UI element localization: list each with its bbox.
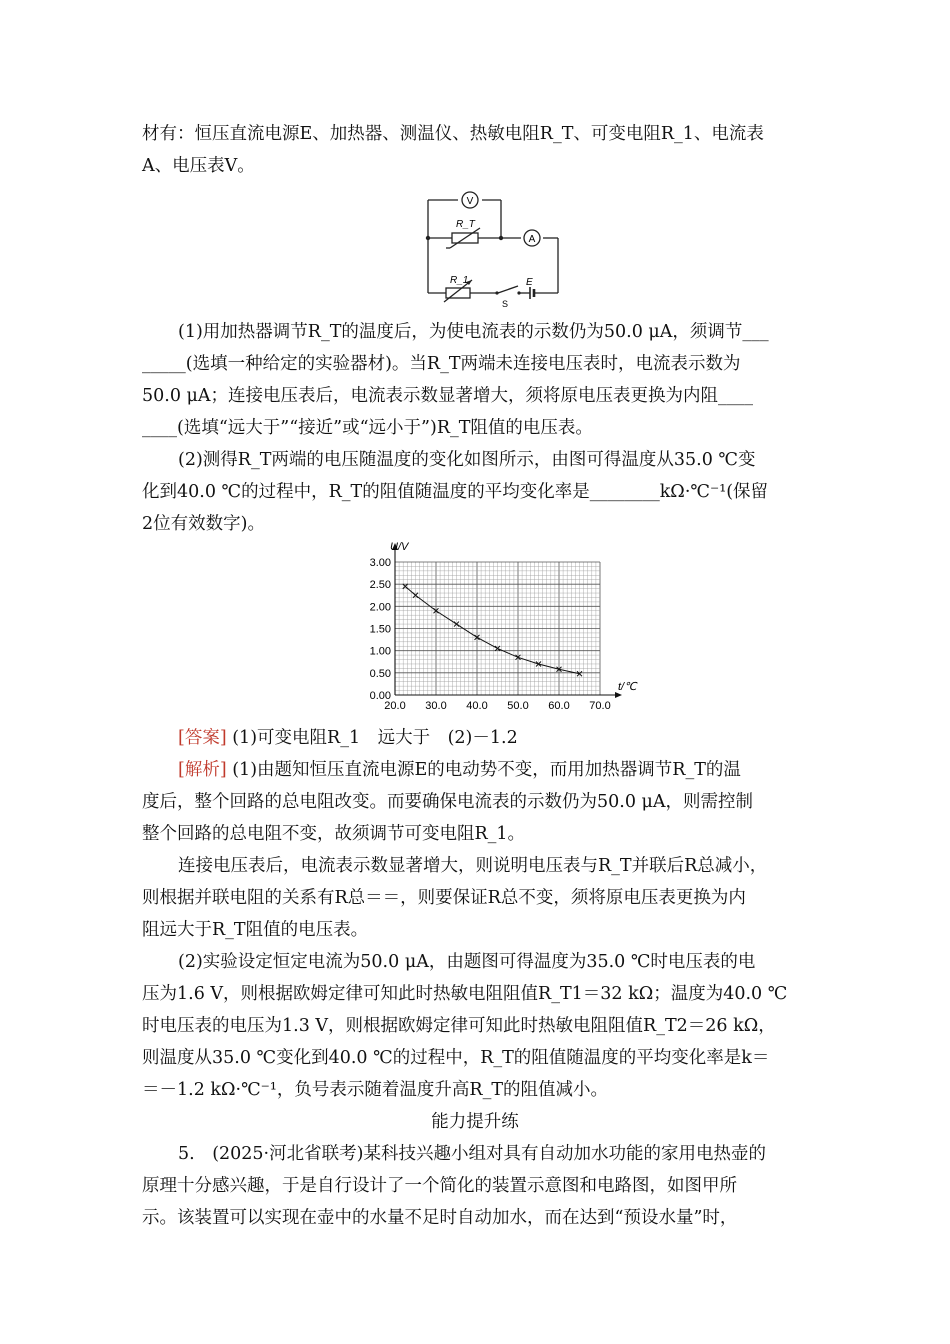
switch-label: S <box>502 299 509 309</box>
q1-line-3: 50.0 μA；连接电压表后，电流表示数显著增大，须将原电压表更换为内阻____ <box>142 386 754 406</box>
q1-line-2: _____(选填一种给定的实验器材)。当R_T两端未连接电压表时，电流表示数为 <box>142 354 741 374</box>
q5-line-3: 示。该装置可以实现在壶中的水量不足时自动加水，而在达到“预设水量”时， <box>142 1208 738 1228</box>
analysis-p2-0: 连接电压表后，电流表示数显著增大，则说明电压表与R_T并联后R总减小， <box>178 856 768 876</box>
rt-label: R_T <box>456 219 475 230</box>
chart-ticks <box>370 557 611 712</box>
intro-line-1: 材有：恒压直流电源E、加热器、测温仪、热敏电阻R_T、可变电阻R_1、电流表 <box>142 124 764 144</box>
q2-line-2: 化到40.0 ℃的过程中，R_T的阻值随温度的平均变化率是________kΩ·℃⁻¹(保留 <box>142 482 769 502</box>
q1-line-4: ____(选填“远大于”“接近”或“远小于”)R_T阻值的电压表。 <box>142 418 593 438</box>
analysis-tag: [解析] <box>178 760 227 780</box>
x-tick-label: 20.0 <box>384 700 406 712</box>
voltage-temperature-chart <box>340 538 640 716</box>
analysis-p2-2: 阻远大于R_T阻值的电压表。 <box>142 920 369 940</box>
q1-line-1: (1)用加热器调节R_T的温度后，为使电流表的示数仍为50.0 μA，须调节___ <box>178 322 769 342</box>
x-tick-label: 70.0 <box>589 700 611 712</box>
y-tick-label: 1.50 <box>369 623 391 636</box>
x-axis-label: t/℃ <box>618 681 637 693</box>
y-tick-label: 0.50 <box>369 667 391 680</box>
analysis-p3-0: (2)实验设定恒定电流为50.0 μA，由题图可得温度为35.0 ℃时电压表的电 <box>178 952 756 972</box>
q5-line-2: 原理十分感兴趣，于是自行设计了一个简化的装置示意图和电路图，如图甲所 <box>142 1176 737 1196</box>
data-point <box>403 584 408 589</box>
analysis-p1-2: 整个回路的总电阻不变，故须调节可变电阻R_1。 <box>142 824 526 844</box>
intro-line-2: A、电压表V。 <box>142 156 255 176</box>
analysis-p3-2: 时电压表的电压为1.3 V，则根据欧姆定律可知此时热敏电阻阻值R_T2＝26 kΩ， <box>142 1016 776 1036</box>
r1-label: R_1 <box>450 275 469 286</box>
q2-line-1: (2)测得R_T两端的电压随温度的变化如图所示，由图可得温度从35.0 ℃变 <box>178 450 756 470</box>
voltmeter-label: V <box>466 196 474 207</box>
section-title: 能力提升练 <box>431 1112 519 1132</box>
q5-line-1: 5. (2025·河北省联考)某科技兴趣小组对具有自动加水功能的家用电热壶的 <box>178 1144 766 1164</box>
chart-grid <box>395 562 600 695</box>
y-tick-label: 2.50 <box>369 579 391 592</box>
ammeter-label: A <box>528 234 536 245</box>
analysis-p3-3: 则温度从35.0 ℃变化到40.0 ℃的过程中，R_T的阻值随温度的平均变化率是k＝ <box>142 1048 770 1068</box>
analysis-p3-4: ＝－1.2 kΩ·℃⁻¹，负号表示随着温度升高R_T的阻值减小。 <box>142 1080 608 1100</box>
y-tick-label: 2.00 <box>369 601 391 614</box>
y-tick-label: 0.00 <box>369 690 391 702</box>
circuit-diagram <box>420 188 570 309</box>
answer-line <box>178 726 518 750</box>
x-tick-label: 40.0 <box>466 700 488 712</box>
x-tick-label: 50.0 <box>507 700 529 712</box>
series-line <box>405 586 579 673</box>
q2-line-3: 2位有效数字)。 <box>142 514 265 534</box>
chart-series <box>403 584 582 676</box>
x-tick-label: 30.0 <box>425 700 447 712</box>
y-tick-label: 3.00 <box>369 557 391 569</box>
answer-tag: [答案] <box>178 728 227 748</box>
y-axis-label: U/V <box>390 541 409 553</box>
source-label: E <box>526 277 533 288</box>
x-tick-label: 60.0 <box>548 700 570 712</box>
analysis-p1-0: (1)由题知恒压直流电源E的电动势不变，而用加热器调节R_T的温 <box>232 760 741 780</box>
analysis-p3-1: 压为1.6 V，则根据欧姆定律可知此时热敏电阻阻值R_T1＝32 kΩ；温度为40.0 ℃ <box>142 984 788 1004</box>
analysis-p2-1: 则根据并联电阻的关系有R总＝＝，则要保证R总不变，须将原电压表更换为内 <box>142 888 746 908</box>
analysis-line-1 <box>178 758 741 782</box>
y-tick-label: 1.00 <box>369 645 391 658</box>
analysis-p1-1: 度后，整个回路的总电阻改变。而要确保电流表的示数仍为50.0 μA，则需控制 <box>142 792 754 812</box>
answer-text: (1)可变电阻R_1 远大于 (2)－1.2 <box>232 728 518 748</box>
